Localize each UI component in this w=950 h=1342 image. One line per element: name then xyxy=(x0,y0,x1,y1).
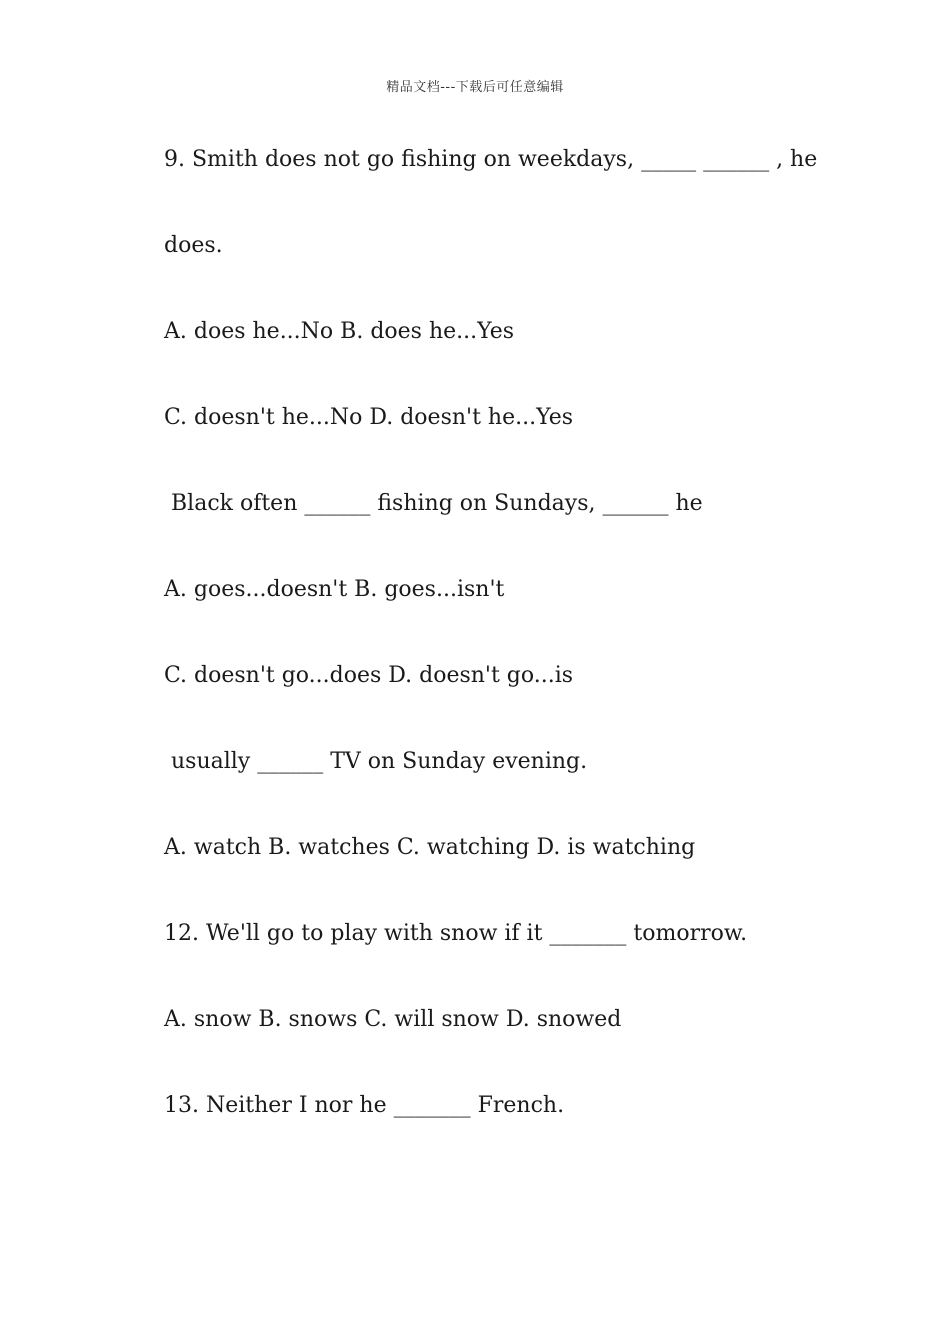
question-11-stem: usually ______ TV on Sunday evening. xyxy=(164,749,588,774)
question-10-options-cd: C. doesn't go...does D. doesn't go...is xyxy=(164,663,574,688)
page-header: 精品文档---下载后可任意编辑 xyxy=(386,80,564,95)
question-12-stem: 12. We'll go to play with snow if it _______ tomorrow. xyxy=(164,921,748,946)
question-11-options: A. watch B. watches C. watching D. is watching xyxy=(164,835,696,860)
question-12-options: A. snow B. snows C. will snow D. snowed xyxy=(164,1007,622,1032)
question-13-stem: 13. Neither I nor he _______ French. xyxy=(164,1093,565,1118)
question-9-stem-continued: does. xyxy=(164,233,223,258)
question-10-stem: Black often ______ fishing on Sundays, ______ he xyxy=(164,491,703,516)
question-9-options-cd: C. doesn't he...No D. doesn't he...Yes xyxy=(164,405,573,430)
question-9-stem: 9. Smith does not go fishing on weekdays, _____ ______ , he xyxy=(164,147,818,172)
question-10-options-ab: A. goes...doesn't B. goes...isn't xyxy=(164,577,505,602)
question-9-options-ab: A. does he...No B. does he...Yes xyxy=(164,319,515,344)
